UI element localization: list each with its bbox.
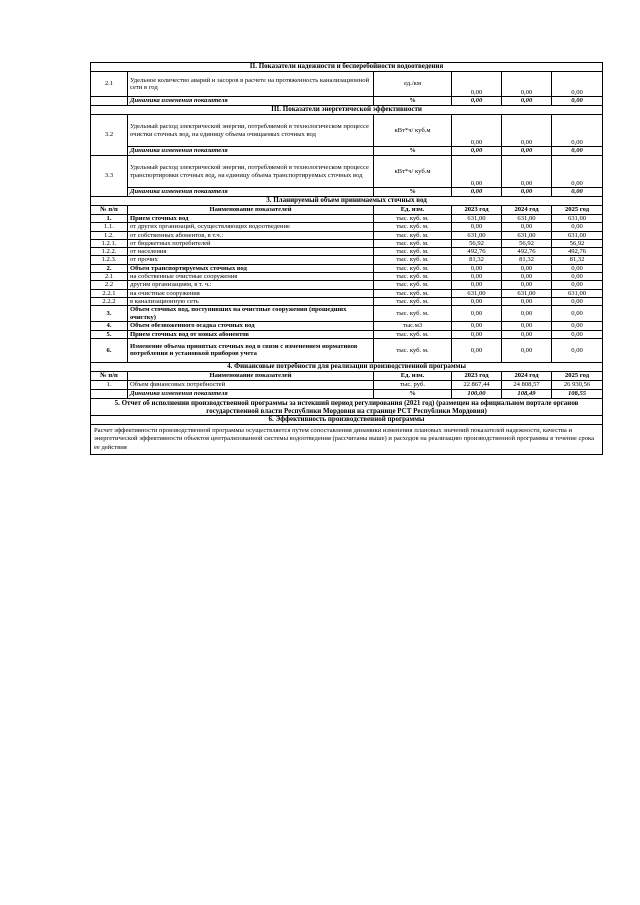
indicator-name: на очистные сооружения: [128, 289, 374, 297]
value-2025: 0,00: [552, 97, 603, 106]
value-2023: 631,00: [452, 289, 502, 297]
value-2024: 0,00: [502, 297, 552, 305]
value-2024: 24 808,57: [502, 380, 552, 389]
unit: тыс. куб. м.: [374, 256, 452, 264]
document-body: [90, 62, 602, 455]
indicator-name: Прием сточных вод от новых абонентов: [128, 330, 374, 338]
table-row: [91, 297, 603, 305]
table-row: [91, 281, 603, 289]
row-number: 1.2.2.: [91, 248, 128, 256]
table-row: [91, 289, 603, 297]
row-number: 2.2.1: [91, 289, 128, 297]
section-3-volume-title: 3. Планируемый объем принимаемых сточных вод: [91, 197, 603, 206]
value-2023: 0,00: [452, 223, 502, 231]
unit: кВт*ч/ куб.м: [374, 115, 452, 147]
indicator-name: Объем обезвоженного осадка сточных вод: [128, 322, 374, 330]
row-number: 4.: [91, 322, 128, 330]
indicator-name: от бюджетных потребителей: [128, 239, 374, 247]
value-2024: 0,00: [502, 72, 552, 97]
value-2025: 0,00: [552, 273, 603, 281]
indicator-name: от собственных абонентов, в т.ч.:: [128, 231, 374, 239]
value-2023: 22 867,44: [452, 380, 502, 389]
header-name: Наименование показателей: [128, 206, 374, 215]
indicator-name: от прочих: [128, 256, 374, 264]
header-2024: 2024 год: [502, 371, 552, 380]
empty-cell: [91, 97, 128, 106]
row-number: 2.2.2: [91, 297, 128, 305]
value-2025: 631,00: [552, 215, 603, 223]
unit: %: [374, 389, 452, 398]
indicator-name: от населения: [128, 248, 374, 256]
value-2025: 0,00: [552, 264, 603, 272]
value-2023: 0,00: [452, 156, 502, 188]
indicator-name: Объем транспортируемых сточных вод: [128, 264, 374, 272]
table-row: [91, 223, 603, 231]
unit: тыс. куб. м.: [374, 248, 452, 256]
dynamics-label: Динамика изменения показателя: [128, 188, 374, 197]
value-2023: 0,00: [452, 281, 502, 289]
indicator-name: Объем сточных вод, поступивших на очистные сооружения (прошедших очистку): [128, 306, 374, 322]
row-number: 1.2.3.: [91, 256, 128, 264]
unit: %: [374, 147, 452, 156]
unit: тыс.м3: [374, 322, 452, 330]
value-2023: 81,32: [452, 256, 502, 264]
header-unit: Ед. изм.: [374, 206, 452, 215]
value-2023: 0,00: [452, 147, 502, 156]
row-number: 6.: [91, 338, 128, 362]
value-2025: 26 930,56: [552, 380, 603, 389]
value-2024: 0,00: [502, 273, 552, 281]
header-number: № п/п: [91, 371, 128, 380]
value-2025: 492,76: [552, 248, 603, 256]
row-number: 3.: [91, 306, 128, 322]
value-2025: 0,00: [552, 330, 603, 338]
unit: тыс. куб. м.: [374, 297, 452, 305]
unit: тыс. куб. м.: [374, 223, 452, 231]
indicator-name: от других организаций, осуществляющих водоотведение: [128, 223, 374, 231]
unit: ед./км: [374, 72, 452, 97]
row-number: 2.1: [91, 273, 128, 281]
value-2025: 0,00: [552, 338, 603, 362]
empty-cell: [91, 389, 128, 398]
value-2023: 0,00: [452, 338, 502, 362]
value-2023: 631,00: [452, 231, 502, 239]
unit: тыс. куб. м.: [374, 281, 452, 289]
header-2023: 2023 год: [452, 371, 502, 380]
table-row: [91, 306, 603, 322]
value-2023: 0,00: [452, 322, 502, 330]
value-2024: 631,00: [502, 289, 552, 297]
header-2025: 2025 год: [552, 206, 603, 215]
value-2024: 108,49: [502, 389, 552, 398]
production-program-table: [90, 62, 603, 455]
value-2024: 0,00: [502, 330, 552, 338]
value-2024: 0,00: [502, 223, 552, 231]
section-4-title: 4. Финансовые потребности для реализации производственной программы: [91, 362, 603, 371]
dynamics-label: Динамика изменения показателя: [128, 389, 374, 398]
value-2024: 0,00: [502, 97, 552, 106]
unit: тыс. куб. м.: [374, 306, 452, 322]
value-2023: 56,92: [452, 239, 502, 247]
row-number: 3.2: [91, 115, 128, 156]
unit: тыс. куб. м.: [374, 215, 452, 223]
indicator-name: на собственные очистные сооружения: [128, 273, 374, 281]
indicator-name: Удельный расход электрической энергии, потребляемой в технологическом процессе транспортировки сточных вод, на единицу объема транспортируемых сточных вод: [128, 156, 374, 188]
value-2025: 0,00: [552, 281, 603, 289]
unit: тыс. куб. м.: [374, 289, 452, 297]
value-2025: 0,00: [552, 297, 603, 305]
value-2024: 0,00: [502, 188, 552, 197]
table-row: [91, 273, 603, 281]
header-2024: 2024 год: [502, 206, 552, 215]
row-number: 3.3: [91, 156, 128, 197]
value-2024: 0,00: [502, 147, 552, 156]
value-2025: 631,00: [552, 289, 603, 297]
unit: тыс. куб. м.: [374, 239, 452, 247]
efficiency-description: Расчет эффективности производственной программы осуществляется путем сопоставления динамики изменения плановых значений показателей надежности, качества и энергетической эффективности объектов централизованной системы водоотведения (рассчитаны выше) и расходов на реализацию производственной программы в течение срока ее действия: [91, 424, 603, 455]
value-2024: 0,00: [502, 156, 552, 188]
value-2023: 0,00: [452, 188, 502, 197]
table-row: [91, 330, 603, 338]
value-2025: 0,00: [552, 322, 603, 330]
value-2024: 0,00: [502, 338, 552, 362]
section-2-title: II. Показатели надежности и бесперебойности водоотведения: [91, 63, 603, 72]
table-row: [91, 215, 603, 223]
value-2024: 0,00: [502, 322, 552, 330]
row-number: 2.: [91, 264, 128, 272]
value-2023: 0,00: [452, 330, 502, 338]
value-2025: 0,00: [552, 147, 603, 156]
value-2024: 0,00: [502, 306, 552, 322]
table-row: [91, 248, 603, 256]
value-2025: 108,55: [552, 389, 603, 398]
unit: кВт*ч/ куб.м: [374, 156, 452, 188]
value-2024: 631,00: [502, 215, 552, 223]
unit: %: [374, 97, 452, 106]
value-2025: 0,00: [552, 223, 603, 231]
table-row: [91, 231, 603, 239]
section-5-title: 5. Отчет об исполнении производственной программы за истекший период регулирования (2021 год) (размещен на официальном портале органов государственной власти Республики Мордовия на странице РСТ Республики Мордовия): [91, 398, 603, 415]
header-2025: 2025 год: [552, 371, 603, 380]
row-number: 2.2: [91, 281, 128, 289]
indicator-name: Изменение объема принятых сточных вод в связи с изменением нормативов потребления и установкой приборов учета: [128, 338, 374, 362]
value-2024: 81,32: [502, 256, 552, 264]
unit: тыс. куб. м.: [374, 231, 452, 239]
indicator-name: Объем финансовых потребностей: [128, 380, 374, 389]
dynamics-label: Динамика изменения показателя: [128, 97, 374, 106]
unit: %: [374, 188, 452, 197]
value-2025: 0,00: [552, 156, 603, 188]
value-2024: 0,00: [502, 281, 552, 289]
value-2025: 0,00: [552, 72, 603, 97]
value-2023: 0,00: [452, 97, 502, 106]
row-number: 1.1.: [91, 223, 128, 231]
value-2024: 0,00: [502, 115, 552, 147]
value-2023: 0,00: [452, 306, 502, 322]
value-2025: 56,92: [552, 239, 603, 247]
value-2025: 631,00: [552, 231, 603, 239]
value-2023: 100,00: [452, 389, 502, 398]
value-2023: 492,76: [452, 248, 502, 256]
row-number: 1.: [91, 380, 128, 389]
unit: тыс. куб. м.: [374, 264, 452, 272]
indicator-name: в канализационную сеть: [128, 297, 374, 305]
table-row: [91, 256, 603, 264]
table-row: [91, 338, 603, 362]
row-number: 2.1: [91, 72, 128, 97]
value-2023: 0,00: [452, 264, 502, 272]
dynamics-label: Динамика изменения показателя: [128, 147, 374, 156]
value-2024: 492,76: [502, 248, 552, 256]
header-unit: Ед. изм.: [374, 371, 452, 380]
indicator-name: другим организациям, в т. ч.:: [128, 281, 374, 289]
table-row: [91, 322, 603, 330]
value-2023: 631,00: [452, 215, 502, 223]
indicator-name: Удельное количество аварий и засоров в расчете на протяженность канализационной сети в год: [128, 72, 374, 97]
row-number: 1.2.: [91, 231, 128, 239]
row-number: 1.: [91, 215, 128, 223]
value-2023: 0,00: [452, 297, 502, 305]
header-name: Наименование показателей: [128, 371, 374, 380]
value-2025: 0,00: [552, 188, 603, 197]
value-2025: 0,00: [552, 115, 603, 147]
value-2024: 631,00: [502, 231, 552, 239]
value-2023: 0,00: [452, 72, 502, 97]
section-6-title: 6. Эффективность производственной программы: [91, 415, 603, 424]
section-3-energy-title: III. Показатели энергетической эффективности: [91, 106, 603, 115]
value-2024: 56,92: [502, 239, 552, 247]
value-2023: 0,00: [452, 273, 502, 281]
unit: тыс. руб.: [374, 380, 452, 389]
planned-volume-rows: [91, 215, 603, 363]
value-2025: 0,00: [552, 306, 603, 322]
row-number: 5.: [91, 330, 128, 338]
unit: тыс. куб. м.: [374, 273, 452, 281]
indicator-name: Прием сточных вод: [128, 215, 374, 223]
table-row: [91, 264, 603, 272]
value-2024: 0,00: [502, 264, 552, 272]
value-2023: 0,00: [452, 115, 502, 147]
unit: тыс. куб. м.: [374, 338, 452, 362]
header-number: № п/п: [91, 206, 128, 215]
indicator-name: Удельный расход электрической энергии, потребляемой в технологическом процессе очистки сточных вод, на единицу объема очищаемых сточных вод: [128, 115, 374, 147]
row-number: 1.2.1.: [91, 239, 128, 247]
unit: тыс. куб. м.: [374, 330, 452, 338]
header-2023: 2023 год: [452, 206, 502, 215]
table-row: [91, 239, 603, 247]
value-2025: 81,32: [552, 256, 603, 264]
